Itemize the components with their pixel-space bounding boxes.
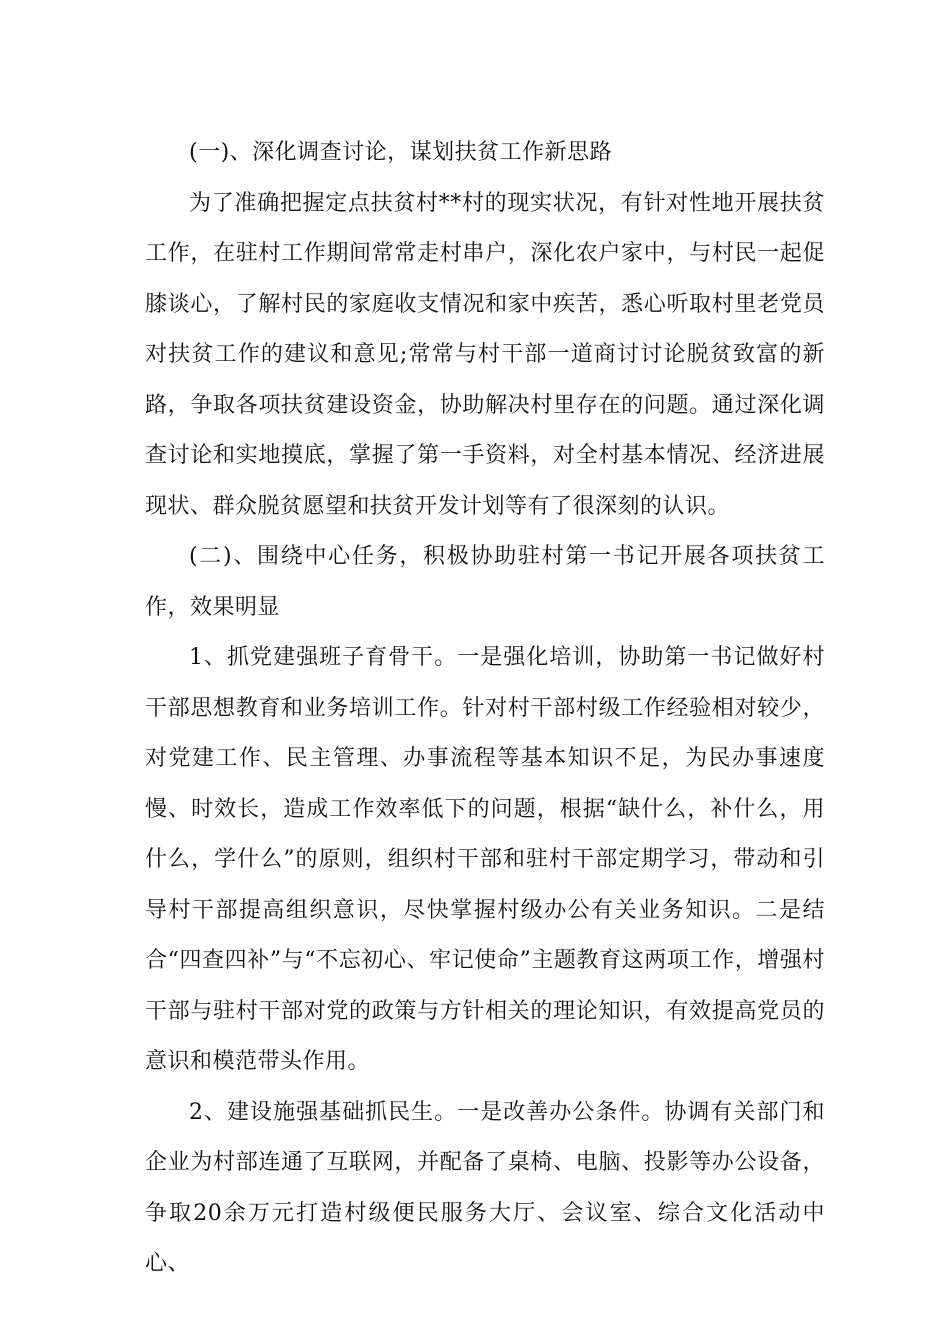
document-body — [145, 128, 825, 1290]
paragraph-infrastructure: 2、建设施强基础抓民生。一是改善办公条件。协调有关部门和企业为村部连通了互联网，并配备了桌椅、电脑、投影等办公设备，争取20余万元打造村级便民服务大厅、会议室、综合文化活动中心、 — [145, 1099, 825, 1276]
paragraph-party-building: 1、抓党建强班子育骨干。一是强化培训，协助第一书记做好村干部思想教育和业务培训工作。针对村干部村级工作经验相对较少，对党建工作、民主管理、办事流程等基本知识不足，为民办事速度慢、时效长，造成工作效率低下的问题，根据“缺什么，补什么，用什么，学什么”的原则，组织村干部和驻村干部定期学习，带动和引导村干部提高组织意识，尽快掌握村级办公有关业务知识。二是结合“四查四补”与“不忘初心、牢记使命”主题教育这两项工作，增强村干部与驻村干部对党的政策与方针相关的理论知识，有效提高党员的意识和模范带头作用。 — [145, 645, 825, 1074]
section-heading-2: (二)、围绕中心任务，积极协助驻村第一书记开展各项扶贫工作，效果明显 — [145, 544, 825, 620]
paragraph-research: 为了准确把握定点扶贫村**村的现实状况，有针对性地开展扶贫工作，在驻村工作期间常常走村串户，深化农户家中，与村民一起促膝谈心，了解村民的家庭收支情况和家中疾苦，悉心听取村里老党员对扶贫工作的建议和意见;常常与村干部一道商讨讨论脱贫致富的新路，争取各项扶贫建设资金，协助解决村里存在的问题。通过深化调查讨论和实地摸底，掌握了第一手资料，对全村基本情况、经济进展现状、群众脱贫愿望和扶贫开发计划等有了很深刻的认识。 — [145, 190, 825, 519]
section-heading-1: (一)、深化调查讨论，谋划扶贫工作新思路 — [189, 140, 613, 165]
